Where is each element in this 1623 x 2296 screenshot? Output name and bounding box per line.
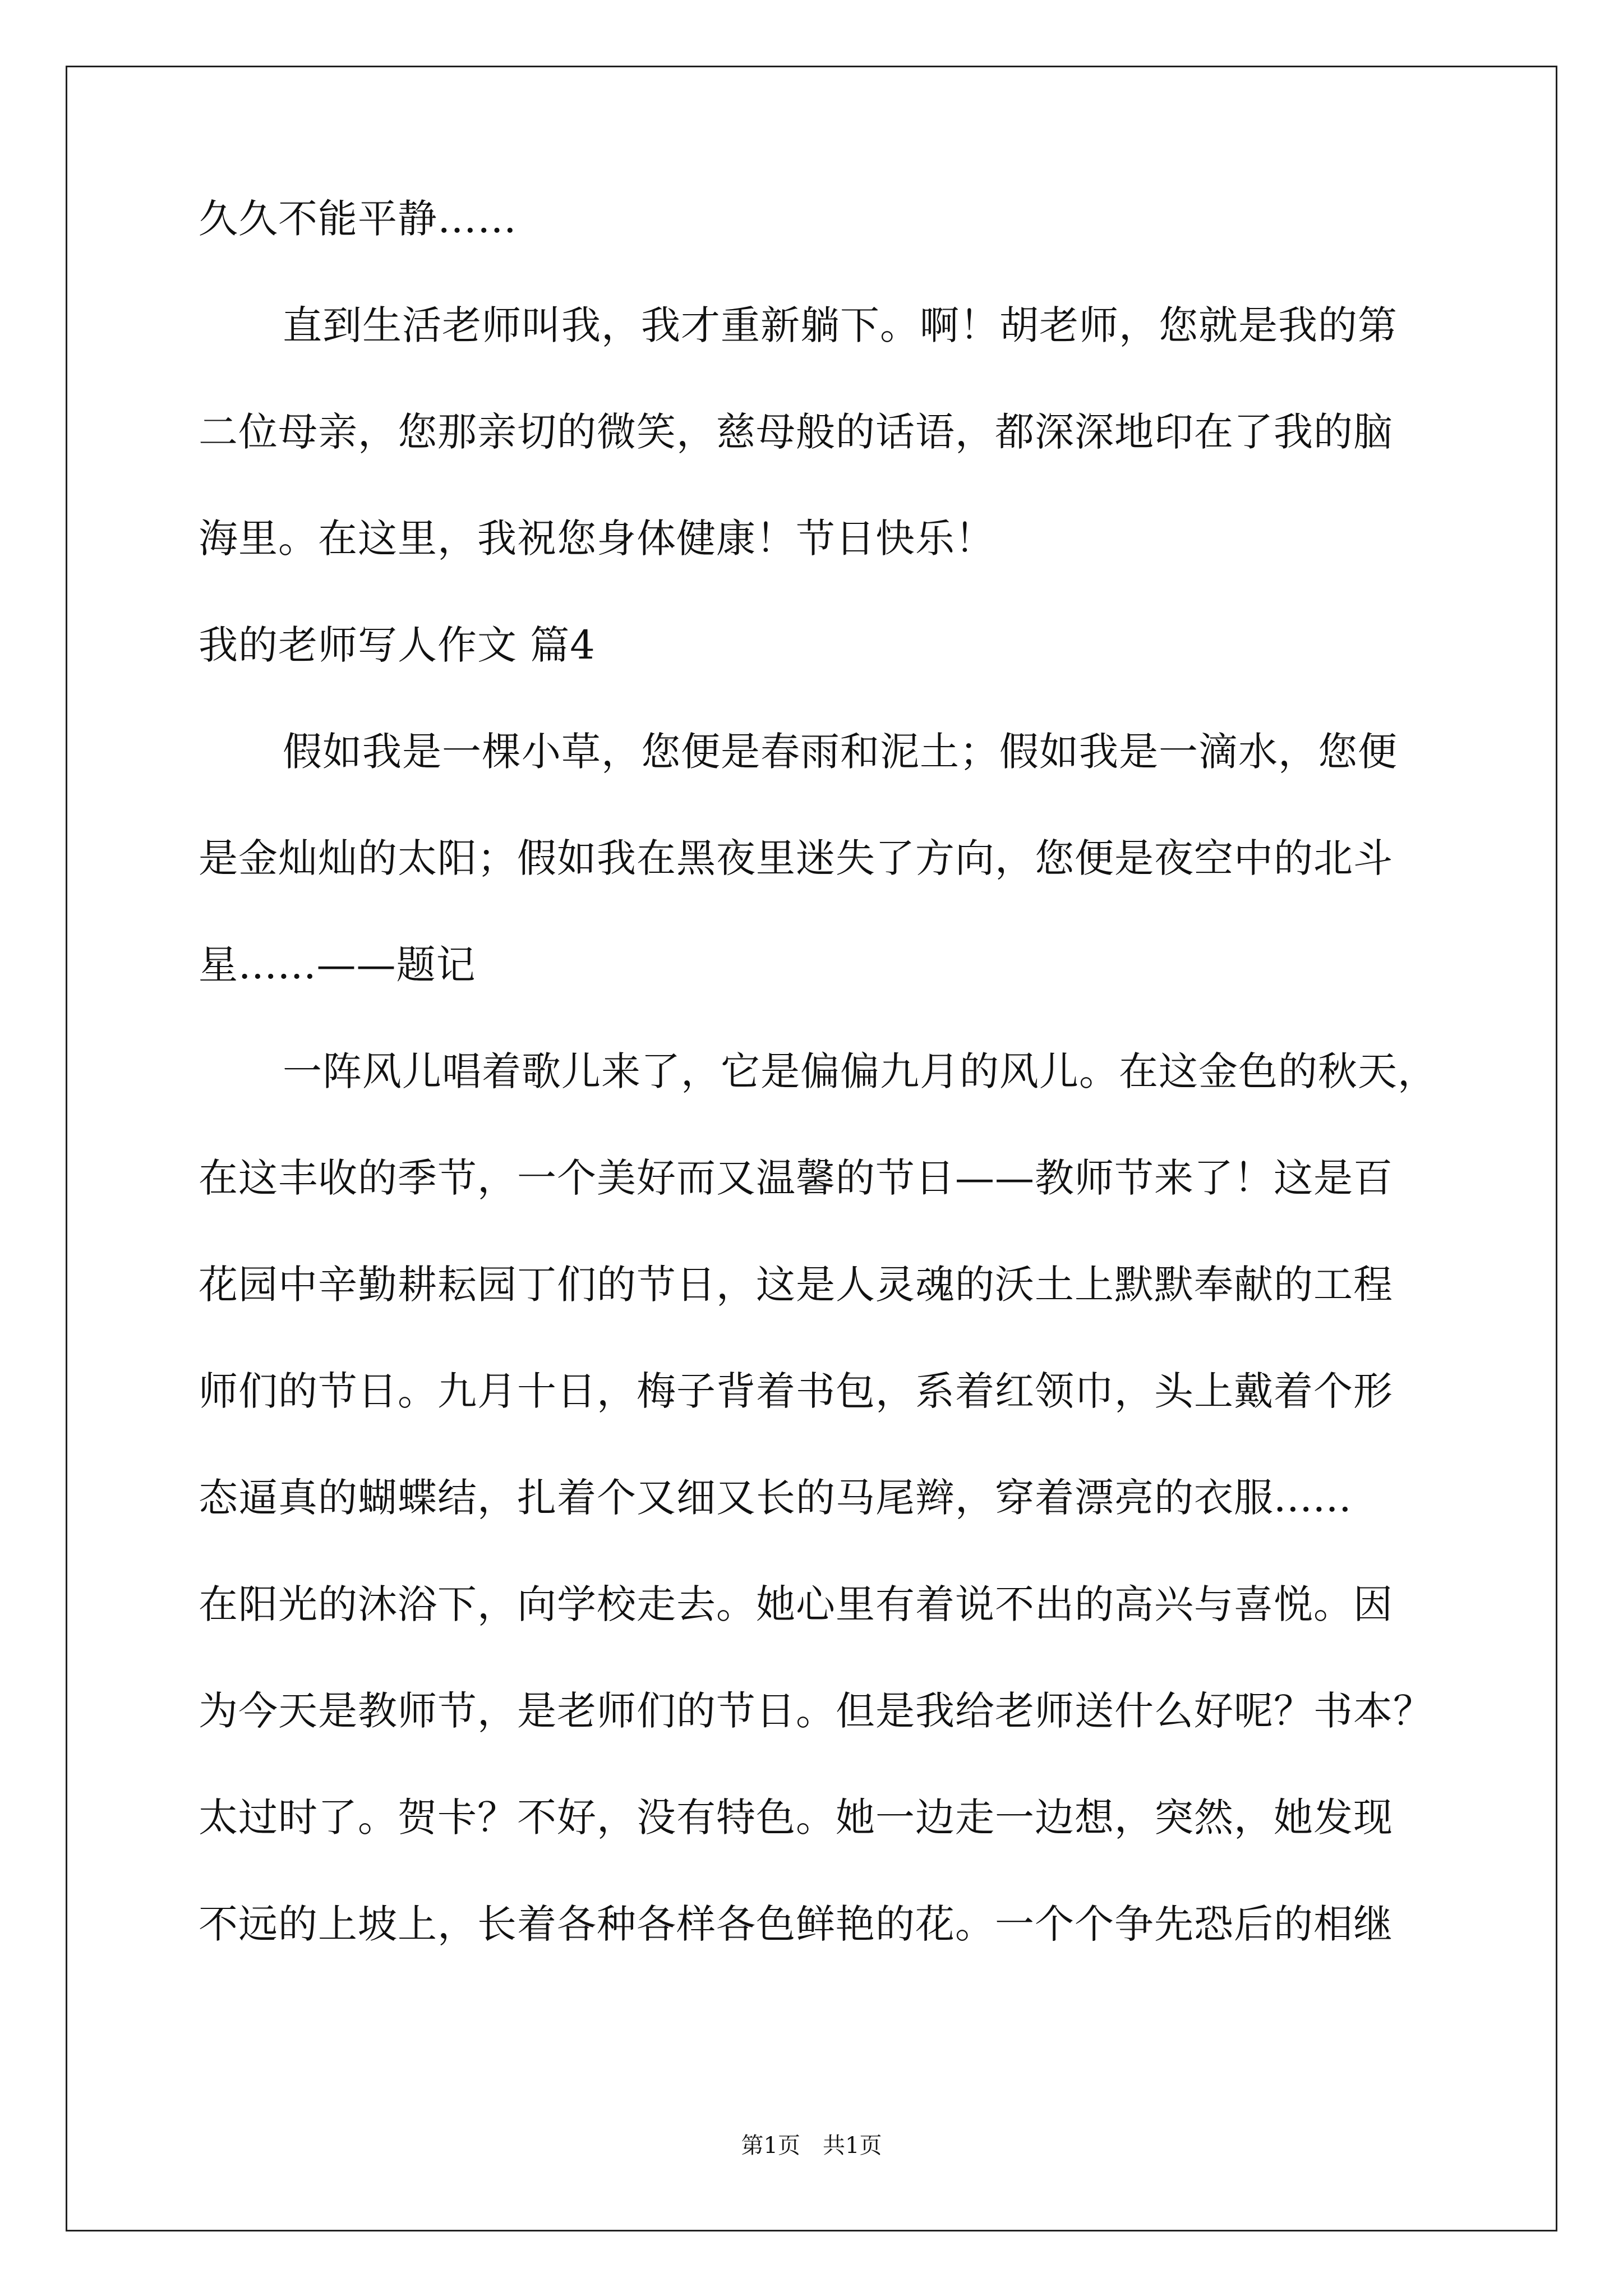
text-line: 不远的上坡上，长着各种各样各色鲜艳的花。一个个争先恐后的相继	[199, 1901, 1393, 1947]
text-line: 为今天是教师节，是老师们的节日。但是我给老师送什么好呢？书本？	[199, 1688, 1433, 1734]
paragraph-line: 直到生活老师叫我，我才重新躺下。啊！胡老师，您就是我的第	[283, 302, 1398, 348]
text-line: 花园中辛勤耕耘园丁们的节日，这是人灵魂的沃土上默默奉献的工程	[199, 1262, 1393, 1308]
page-footer	[0, 2129, 1623, 2162]
text-line: 在这丰收的季节，一个美好而又温馨的节日——教师节来了！这是百	[199, 1155, 1393, 1201]
text-line: 是金灿灿的太阳；假如我在黑夜里迷失了方向，您便是夜空中的北斗	[199, 835, 1393, 881]
text-line: 太过时了。贺卡？不好，没有特色。她一边走一边想，突然，她发现	[199, 1795, 1393, 1841]
text-line: 师们的节日。九月十日，梅子背着书包，系着红领巾，头上戴着个形	[199, 1368, 1393, 1414]
paragraph-line: 一阵风儿唱着歌儿来了，它是偏偏九月的风儿。在这金色的秋天，	[283, 1048, 1437, 1094]
text-line: 二位母亲，您那亲切的微笑，慈母般的话语，都深深地印在了我的脑	[199, 409, 1393, 455]
section-heading: 我的老师写人作文 篇4	[199, 622, 596, 668]
text-line: 在阳光的沐浴下，向学校走去。她心里有着说不出的高兴与喜悦。因	[199, 1581, 1393, 1627]
text-line: 久久不能平静……	[199, 196, 517, 242]
text-line: 态逼真的蝴蝶结，扎着个又细又长的马尾辫，穿着漂亮的衣服......	[199, 1475, 1352, 1521]
text-line: 海里。在这里，我祝您身体健康！节日快乐！	[199, 516, 995, 562]
page-total: 共1页	[823, 2133, 882, 2159]
text-line: 星......——题记	[199, 942, 476, 988]
paragraph-line: 假如我是一棵小草，您便是春雨和泥土；假如我是一滴水，您便	[283, 729, 1398, 775]
page-number: 第1页	[741, 2133, 800, 2159]
